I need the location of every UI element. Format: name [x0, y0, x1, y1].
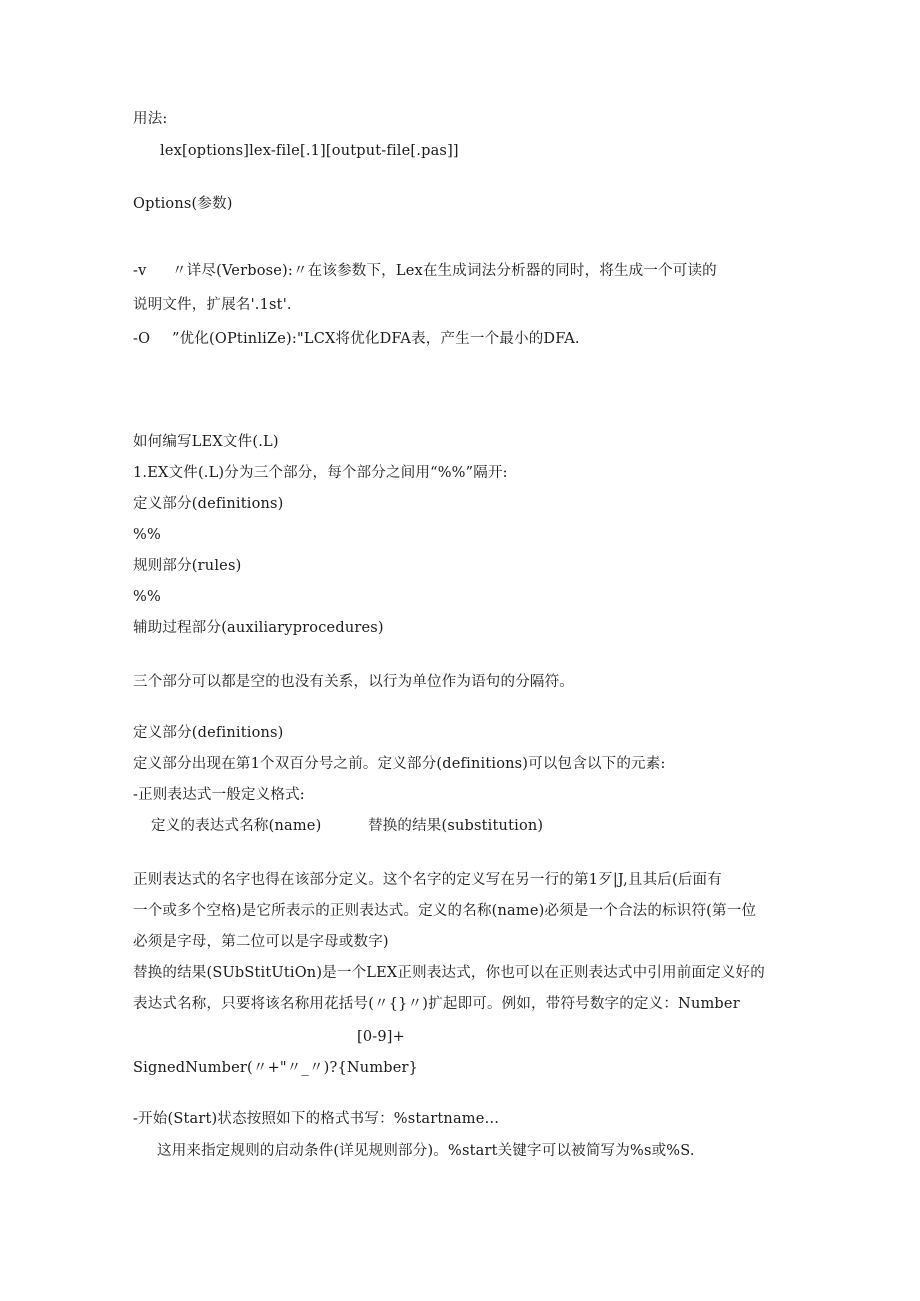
definitions-heading: 定义部分(definitions) — [133, 725, 284, 741]
section-auxiliary: 辅助过程部分(auxiliaryprocedures) — [133, 620, 384, 636]
separator-1: %% — [133, 527, 161, 543]
regex-format-label: -正则表达式一般定义格式: — [133, 787, 305, 803]
section-rules: 规则部分(rules) — [133, 558, 242, 574]
option-v-text-cont: 说明文件，扩展名'.1st'. — [133, 297, 292, 313]
sections-intro: 1.EX文件(.L)分为三个部分，每个部分之间用“%%”隔开: — [133, 465, 508, 481]
regex-format-substitution: 替换的结果(substitution) — [368, 818, 544, 834]
definitions-intro: 定义部分出现在第1个双百分号之前。定义部分(definitions)可以包含以下的元素: — [133, 756, 666, 772]
option-v-text: 〃详尽(Verbose):〃在该参数下，Lex在生成词法分析器的同时，将生成一个可读的 — [172, 263, 717, 279]
regex-format-name: 定义的表达式名称(name) — [151, 818, 322, 834]
start-state-heading: -开始(Start)状态按照如下的格式书写：%startname… — [133, 1111, 500, 1127]
options-heading: Options(参数) — [133, 196, 233, 212]
separator-2: %% — [133, 589, 161, 605]
paragraph-2-line-1: 替换的结果(SUbStitUtiOn)是一个LEX正则表达式，你也可以在正则表达式中引用前面定义好的 — [133, 965, 765, 981]
paragraph-1-line-3: 必须是字母，第二位可以是字母或数字) — [133, 934, 389, 950]
start-state-description: 这用来指定规则的启动条件(详见规则部分)。%start关键字可以被简写为%s或%S. — [157, 1143, 695, 1159]
option-o-flag: -O — [133, 331, 151, 347]
option-v-flag: -v — [133, 263, 147, 279]
paragraph-1-line-1: 正则表达式的名字也得在该部分定义。这个名字的定义写在另一行的第1歹|J,且其后(后面有 — [133, 872, 722, 888]
example-signed-number: SignedNumber(〃+"〃_〃)?{Number} — [133, 1060, 419, 1076]
paragraph-2-line-2: 表达式名称，只要将该名称用花括号(〃{}〃)扩起即可。例如，带符号数字的定义：Number — [133, 996, 740, 1012]
paragraph-1-line-2: 一个或多个空格)是它所表示的正则表达式。定义的名称(name)必须是一个合法的标识符(第一位 — [133, 903, 757, 919]
section-definitions: 定义部分(definitions) — [133, 496, 284, 512]
empty-sections-note: 三个部分可以都是空的也没有关系，以行为单位作为语句的分隔符。 — [133, 674, 574, 690]
usage-command: lex[options]lex-file[.1][output-file[.pas]] — [160, 143, 459, 159]
example-digits: [0-9]+ — [357, 1029, 406, 1045]
howto-heading: 如何编写LEX文件(.L) — [133, 434, 279, 450]
option-o-text: ”优化(OPtinliZe):"LCX将优化DFA表，产生一个最小的DFA. — [172, 331, 580, 347]
usage-heading: 用法: — [133, 111, 168, 127]
